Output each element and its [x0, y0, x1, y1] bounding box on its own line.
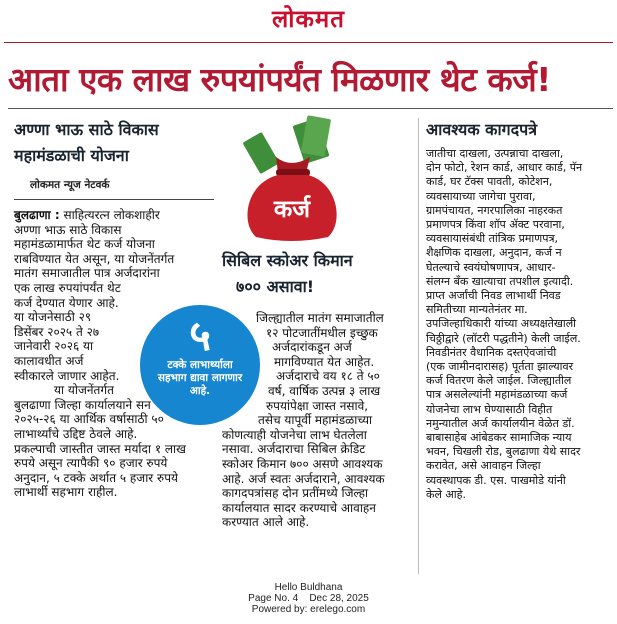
article-line: लाभार्थी सहभाग राहील.: [14, 485, 118, 500]
article-line: नमुन्यातील अर्ज कार्यालयीन वेळेत डॉ.: [426, 416, 575, 430]
article-line: या योजनेसाठी २९: [14, 310, 92, 325]
article-line: अण्णा भाऊ साठे विकास: [14, 222, 122, 237]
middle-subheading-line: सिबिल स्कोअर किमान: [222, 251, 353, 270]
right-article-body: [426, 147, 611, 502]
article-line: महामंडळामार्फत थेट कर्ज योजना: [14, 237, 155, 252]
article-line: वर्ष, वार्षिक उत्पन्न ३ लाख: [268, 383, 381, 398]
article-line: स्वीकारले जाणार आहेत.: [14, 368, 120, 383]
callout-text: टक्के लाभार्थ्याला सहभाग द्यावा लागणार आहे.: [157, 359, 243, 397]
article-line: व्यवस्थापक डी. एस. पाखमोडे यांनी: [426, 473, 566, 487]
byline: लोकमत न्यूज नेटवर्क: [30, 179, 110, 191]
article-line: जातीचा दाखला, उत्पन्नाचा दाखला,: [426, 147, 564, 160]
article-line: प्राप्त अर्जांची निवड लाभार्थी निवड: [426, 289, 561, 303]
article-line: कार्यालयात सादर करण्याचे आवाहन: [222, 500, 376, 515]
article-line: अनुदान, ५ टक्के अर्थात ५ हजार रुपये: [14, 470, 178, 485]
article-line: तसेच यापूर्वी महामंडळाच्या: [258, 413, 373, 428]
money-bag-icon: [236, 113, 346, 243]
article-line: अर्जदारांकडून अर्ज: [272, 340, 352, 355]
article-line: २०२५-२६ या आर्थिक वर्षासाठी ५०: [14, 412, 164, 427]
article-line: कर्ज देण्यात येणार आहे.: [14, 295, 119, 310]
article-line: कर्ज वितरण केले जाईल. जिल्ह्यातील: [426, 374, 572, 388]
article-line: व्यवसायाच्या जागेचा पुरावा,: [426, 189, 536, 203]
callout-badge: [140, 305, 260, 425]
article-line: शैक्षणिक दाखला, अनुदान, कर्ज न: [426, 246, 562, 260]
article-line: मागविण्यात येत आहेत.: [274, 354, 375, 369]
article-line: अर्जदाराचे वय १८ ते ५०: [276, 369, 380, 384]
article-line: करावेत, असे आवाहन जिल्हा: [426, 459, 541, 473]
article-line: बाबासाहेब आंबेडकर सामाजिक न्याय: [426, 431, 572, 445]
article-line: योजनेचा लाभ घेण्यासाठी विहीत: [426, 402, 553, 416]
article-line: व्यवसायासंबंधी तांत्रिक प्रमाणपत्र,: [426, 232, 559, 246]
footer-powered-by: Powered by: erelego.com: [251, 604, 366, 615]
article-text: साहित्यरत्न लोकशाहीर: [63, 208, 160, 222]
article-line: आहे. अर्ज स्वतः अर्जदाराने, आवश्यक: [222, 471, 385, 486]
article-line: कागदपत्रांसह दोन प्रतींमध्ये जिल्हा: [222, 486, 369, 501]
article-line: स्कोअर किमान ७०० असणे आवश्यक: [222, 456, 383, 471]
article-line: दोन फोटो, रेशन कार्ड, आधार कार्ड, पॅन: [426, 161, 583, 175]
article-line: रुपये असून त्यापैकी ९० हजार रुपये: [14, 456, 168, 471]
article-line: कोणत्याही योजनेचा लाभ घेतलेला: [222, 427, 367, 442]
article-line: घेतल्याचे स्वयंघोषणापत्र, आधार-: [426, 260, 556, 274]
article-line: उपजिल्हाधिकारी यांच्या अध्यक्षतेखाली: [426, 317, 577, 331]
article-line: समितीच्या मान्यतेनंतर मा.: [426, 303, 528, 317]
dateline-place: बुलढाणा :: [14, 208, 60, 222]
banknote-shape: [242, 132, 279, 174]
article-line: लाभार्थ्यांचे उद्दिष्ट ठेवले आहे.: [14, 426, 138, 441]
footer-edition: Hello Buldhana: [274, 582, 343, 593]
column-divider: [418, 118, 419, 574]
article-line: कालावधीत अर्ज: [14, 353, 84, 368]
article-line: प्रकल्पाची जास्तीत जास्त मर्यादा १ लाख: [14, 441, 186, 456]
article-line: राबविण्यात येत असून, या योजनेंतर्गत: [14, 251, 175, 266]
article-line: करण्यात आले आहे.: [222, 515, 310, 530]
article-line: डिसेंबर २०२५ ते २७: [14, 324, 100, 339]
article-line: (एक जामीनदारासह) पूर्तता झाल्यावर: [426, 360, 574, 374]
article-line: जिल्ह्यातील मातंग समाजातील: [256, 311, 384, 325]
article-line: संलग्न बँक खात्याचा तपशील इत्यादी.: [426, 274, 574, 288]
middle-subheading: [222, 248, 412, 300]
left-subheading-line: महामंडळाची योजना: [14, 146, 129, 165]
headline: आता एक लाख रुपयांपर्यंत मिळणार थेट कर्ज!: [8, 60, 551, 99]
article-line: प्रमाणपत्र किंवा शॉप ॲक्ट परवाना,: [426, 218, 565, 232]
article-line: रुपयांपेक्षा जास्त नसावे,: [266, 398, 369, 413]
article-line: या योजनेंतर्गत: [54, 383, 114, 398]
article-line: [14, 208, 214, 223]
article-line: भवन, चिखली रोड, बुलढाणा येथे सादर: [426, 445, 581, 459]
left-subheading-line: अण्णा भाऊ साठे विकास: [14, 120, 159, 139]
article-line: जानेवारी २०२६ या: [14, 339, 94, 354]
headline-rule: [8, 108, 613, 109]
article-line: केले आहे.: [426, 487, 466, 501]
article-line: ग्रामपंचायत, नगरपालिका नाहरकत: [426, 203, 563, 217]
right-subheading: आवश्यक कागदपत्रे: [426, 120, 538, 139]
page-footer: [0, 582, 617, 615]
article-line: मातंग समाजातील पात्र अर्जदारांना: [14, 266, 160, 281]
bag-tie-shape: [276, 169, 310, 176]
article-line: पात्र असलेल्यांनी महामंडळाच्या कर्ज: [426, 388, 568, 402]
footer-page-date: Page No. 4 Dec 28, 2025: [248, 593, 369, 604]
article-line: एक लाख रुपयांपर्यंत थेट: [14, 280, 121, 295]
article-line: नसावा. अर्जदाराचा सिबिल क्रेडिट: [222, 442, 366, 457]
newspaper-logo: लोकमत: [272, 4, 345, 33]
byline-rule: [14, 199, 214, 200]
article-line: निवडीनंतर वैधानिक दस्तऐवजांची: [426, 345, 557, 359]
article-line: कार्ड, घर टॅक्स पावती, कोटेशन,: [426, 175, 553, 189]
callout-number: ५: [189, 311, 211, 360]
bag-label: कर्ज: [273, 195, 311, 223]
middle-subheading-line: ७०० असावा!: [236, 277, 315, 296]
left-subheading: [14, 117, 204, 169]
article-line: १२ पोटजातींमधील इच्छुक: [266, 325, 378, 340]
article-line: बुलढाणा जिल्हा कार्यालयाने सन: [14, 397, 151, 412]
article-line: चिठ्ठीद्वारे (लॉटरी पद्धतीने) केली जाईल.: [426, 331, 581, 345]
